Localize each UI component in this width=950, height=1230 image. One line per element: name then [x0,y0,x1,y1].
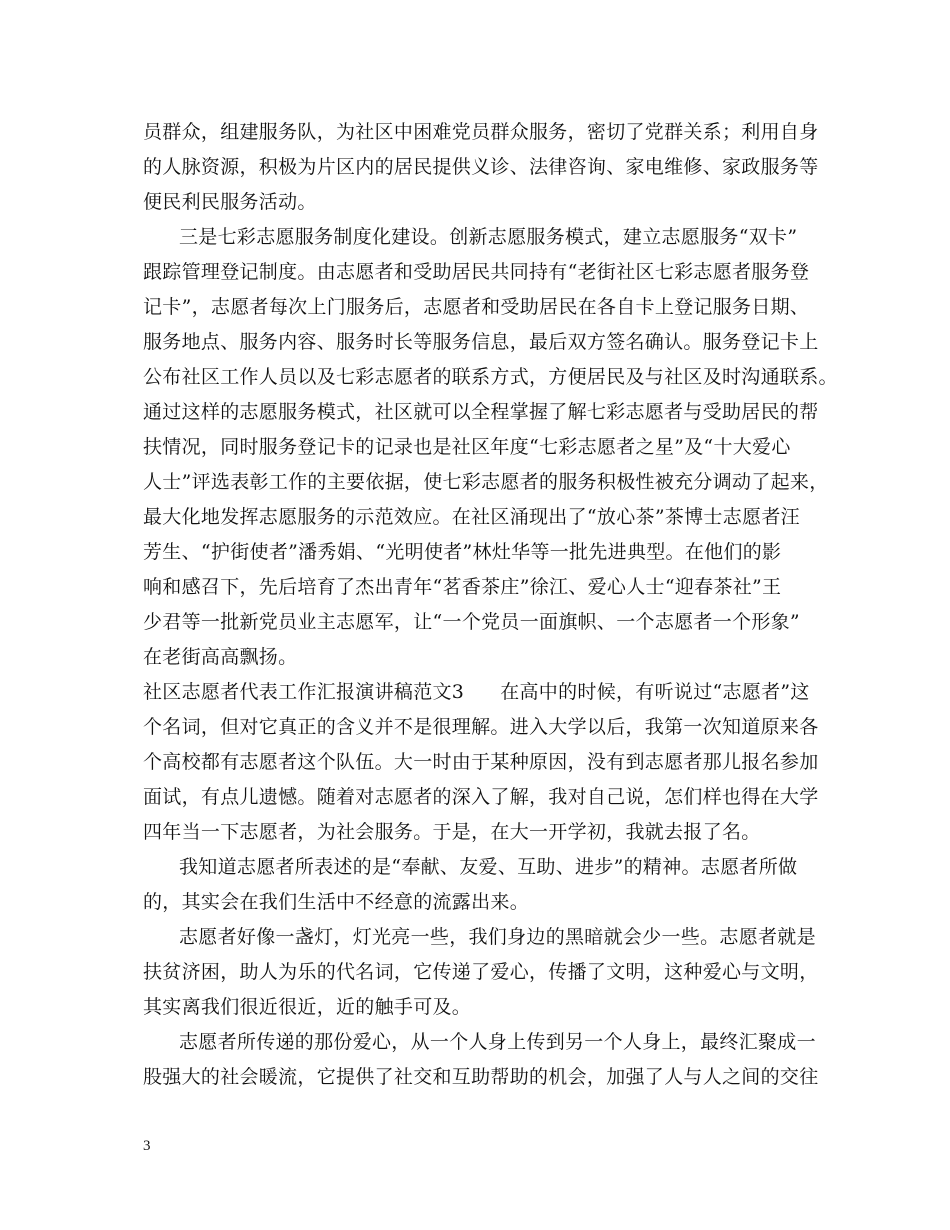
text-line: 的，其实会在我们生活中不经意的流露出来。 [143,891,530,913]
paragraph-start-line: 我知道志愿者所表述的是“奉献、友爱、互助、进步”的精神。志愿者所做 [179,856,798,878]
text-line: 个高校都有志愿者这个队伍。大一时由于某种原因，没有到志愿者那儿报名参加 [143,751,819,773]
section-heading: 社区志愿者代表工作汇报演讲稿范文3 [143,681,465,703]
text-line: 芳生、“护街使者”潘秀娟、“光明使者”林灶华等一批先进典型。在他们的影 [143,541,782,563]
page-number: 3 [143,1138,151,1154]
text-line: 通过这样的志愿服务模式，社区就可以全程掌握了解七彩志愿者与受助居民的帮 [143,401,819,423]
text-line: 公布社区工作人员以及七彩志愿者的联系方式，方便居民及与社区及时沟通联系。 [143,366,838,388]
text-line: 便民利民服务活动。 [143,191,317,213]
text-line: 记卡”，志愿者每次上门服务后，志愿者和受助居民在各自卡上登记服务日期、 [143,296,810,318]
text-line: 四年当一下志愿者，为社会服务。于是，在大一开学初，我就去报了名。 [143,821,761,843]
text-line: 响和感召下，先后培育了杰出青年“茗香茶庄”徐江、爱心人士“迎春茶社”王 [143,576,782,598]
text-line: 服务地点、服务内容、服务时长等服务信息，最后双方签名确认。服务登记卡上 [143,331,819,353]
text-line: 跟踪管理登记制度。由志愿者和受助居民共同持有“老街社区七彩志愿者服务登 [143,261,810,283]
text-line: 其实离我们很近很近，近的触手可及。 [143,996,472,1018]
text-line: 扶贫济困，助人为乐的代名词，它传递了爱心，传播了文明，这种爱心与文明， [143,961,819,983]
text-line: 扶情况，同时服务登记卡的记录也是社区年度“七彩志愿者之星”及“十大爱心 [143,436,791,458]
text-line: 员群众，组建服务队，为社区中困难党员群众服务，密切了党群关系；利用自身 [143,121,819,143]
text-line: 少君等一批新党员业主志愿军，让“一个党员一面旗帜、一个志愿者一个形象” [143,611,800,633]
text-line: 个名词，但对它真正的含义并不是很理解。进入大学以后，我第一次知道原来各 [143,716,819,738]
text-line: 面试，有点儿遗憾。随着对志愿者的深入了解，我对自己说，怎们样也得在大学 [143,786,819,808]
heading-line [143,680,810,704]
text-line: 股强大的社会暖流，它提供了社交和互助帮助的机会，加强了人与人之间的交往 [143,1066,819,1088]
paragraph-start-line: 志愿者好像一盏灯，灯光亮一些，我们身边的黑暗就会少一些。志愿者就是 [179,926,816,948]
text-line: 的人脉资源，积极为片区内的居民提供义诊、法律咨询、家电维修、家政服务等 [143,156,819,178]
text-line: 人士”评选表彰工作的主要依据，使七彩志愿者的服务积极性被充分调动了起来， [143,471,829,493]
heading-continuation: 在高中的时候，有听说过“志愿者”这 [500,681,810,703]
paragraph-start-line: 志愿者所传递的那份爱心，从一个人身上传到另一个人身上，最终汇聚成一 [179,1031,816,1053]
paragraph-start-line: 三是七彩志愿服务制度化建设。创新志愿服务模式，建立志愿服务“双卡” [179,226,798,248]
text-line: 最大化地发挥志愿服务的示范效应。在社区涌现出了“放心茶”茶博士志愿者汪 [143,506,800,528]
text-line: 在老街高高飘扬。 [143,646,298,668]
